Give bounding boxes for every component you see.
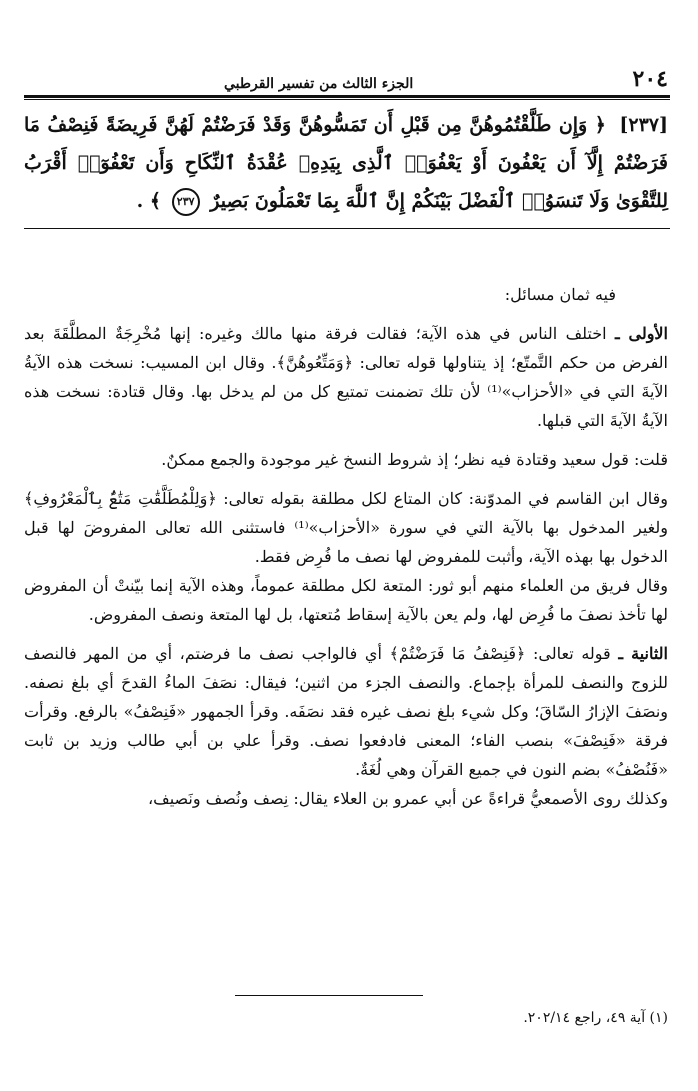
paragraph-first: [24, 319, 668, 435]
header-rule-thick: [24, 95, 670, 98]
paragraph-asmai: وكذلك روى الأصمعيُّ قراءةً عن أبي عمرو بن العلاء يقال: نِصف ونُصف ونَصيف،: [147, 789, 668, 808]
verse-number: [٢٣٧]: [619, 114, 668, 136]
paragraph-second: [24, 639, 668, 784]
paragraph-ibn-qasim: وقال ابن القاسم في المدوّنة: كان المتاع لكل مطلقة بقوله تعالى: ﴿وَلِلْمُطَلَّقَٰتِ مَتَٰعٌۢ بِٱلْمَعْرُوفِ﴾ ولغير المدخول بها بالآية التي في سورة «الأحزاب»⁽¹⁾ فاستثنى الله تعالى المفروضَ لها قبل الدخول بها بهذه الآية، وأثبت للمفروض لها نصف ما فُرِض فقط.: [24, 489, 668, 566]
header-rule-thin: [24, 99, 670, 100]
commentary-body: [24, 280, 668, 823]
page-header: [24, 62, 668, 92]
quran-verse: [24, 106, 668, 220]
intro-line: فيه ثمان مسائل:: [504, 285, 616, 304]
section-divider: [24, 228, 670, 229]
issue-label-second: الثانية ـ: [618, 644, 668, 663]
paragraph-qult: قلت: قول سعيد وقتادة فيه نظر؛ إذ شروط النسخ غير موجودة والجمع ممكنٌ.: [161, 450, 668, 469]
page-number: ٢٠٤: [632, 66, 668, 92]
verse-end-marker: ٢٣٧: [172, 188, 200, 216]
issue-label-first: الأولى ـ: [614, 324, 669, 343]
footnote-rule: [235, 995, 423, 996]
paragraph-first-text: اختلف الناس في هذه الآية؛ فقالت فرقة منها مالك وغيره: إنها مُخْرِجَةٌ المطلَّقَةَ بعد الفرض من حكم التَّمتّع؛ إذ يتناولها قوله تعالى: ﴿وَمَتِّعُوهُنَّ﴾. وقال ابن المسيب: نسخت هذه الآيةُ الآيةَ التي في «الأحزاب»⁽¹⁾ لأن تلك تضمنت تمتيع كل من لم يدخل بها. وقال قتادة: نسخت هذه الآيةُ الآيةَ التي قبلها.: [24, 324, 668, 430]
verse-closing: ﴾ .: [136, 190, 162, 212]
paragraph-abu-thawr: وقال فريق من العلماء منهم أبو ثور: المتعة لكل مطلقة عموماً، وهذه الآية إنما بيّنتْ أن المفروض لها تأخذ نصفَ ما فُرِض لها، ولم يعن بالآية إسقاط مُتعتها، بل لها المتعة ونصف المفروض.: [24, 576, 668, 624]
running-title: الجزء الثالث من تفسير القرطبي: [224, 76, 414, 92]
paragraph-second-text: قوله تعالى: ﴿فَنِصْفُ مَا فَرَضْتُمْ﴾ أي فالواجب نصف ما فرضتم، أي من المهر فالنصف للزوج والنصف للمرأة بإجماع. والنصف الجزء من اثنين؛ فيقال: نصَفَ الماءُ القدحَ أي بلغ نصفه. ونصَفَ الإزارُ السّاقَ؛ وكل شيء بلغ نصف غيره فقد نصَفَه. وقرأ الجمهور «فَنِصْفُ» بالرفع. وقرأت فرقة «فَنِصْفَ» بنصب الفاء؛ المعنى فادفعوا نصف. وقرأ علي بن أبي طالب وزيد بن ثابت «فَنُصْفُ» بضم النون في جميع القرآن وهي لُغَةٌ.: [24, 644, 668, 779]
footnote: (١) آية ٤٩، راجع ٢٠٢/١٤.: [523, 1010, 668, 1026]
verse-text: ﴿ وَإِن طَلَّقْتُمُوهُنَّ مِن قَبْلِ أَن تَمَسُّوهُنَّ وَقَدْ فَرَضْتُمْ لَهُنَّ فَرِيضَةً فَنِصْفُ مَا فَرَضْتُمْ إِلَّآ أَن يَعْفُونَ أَوْ يَعْفُوَا۟ ٱلَّذِى بِيَدِهِۦ عُقْدَةُ ٱلنِّكَاحِ وَأَن تَعْفُوٓا۟ أَقْرَبُ لِلتَّقْوَىٰ وَلَا تَنسَوُا۟ ٱلْفَضْلَ بَيْنَكُمْ إِنَّ ٱللَّهَ بِمَا تَعْمَلُونَ بَصِيرٌ: [24, 114, 668, 212]
